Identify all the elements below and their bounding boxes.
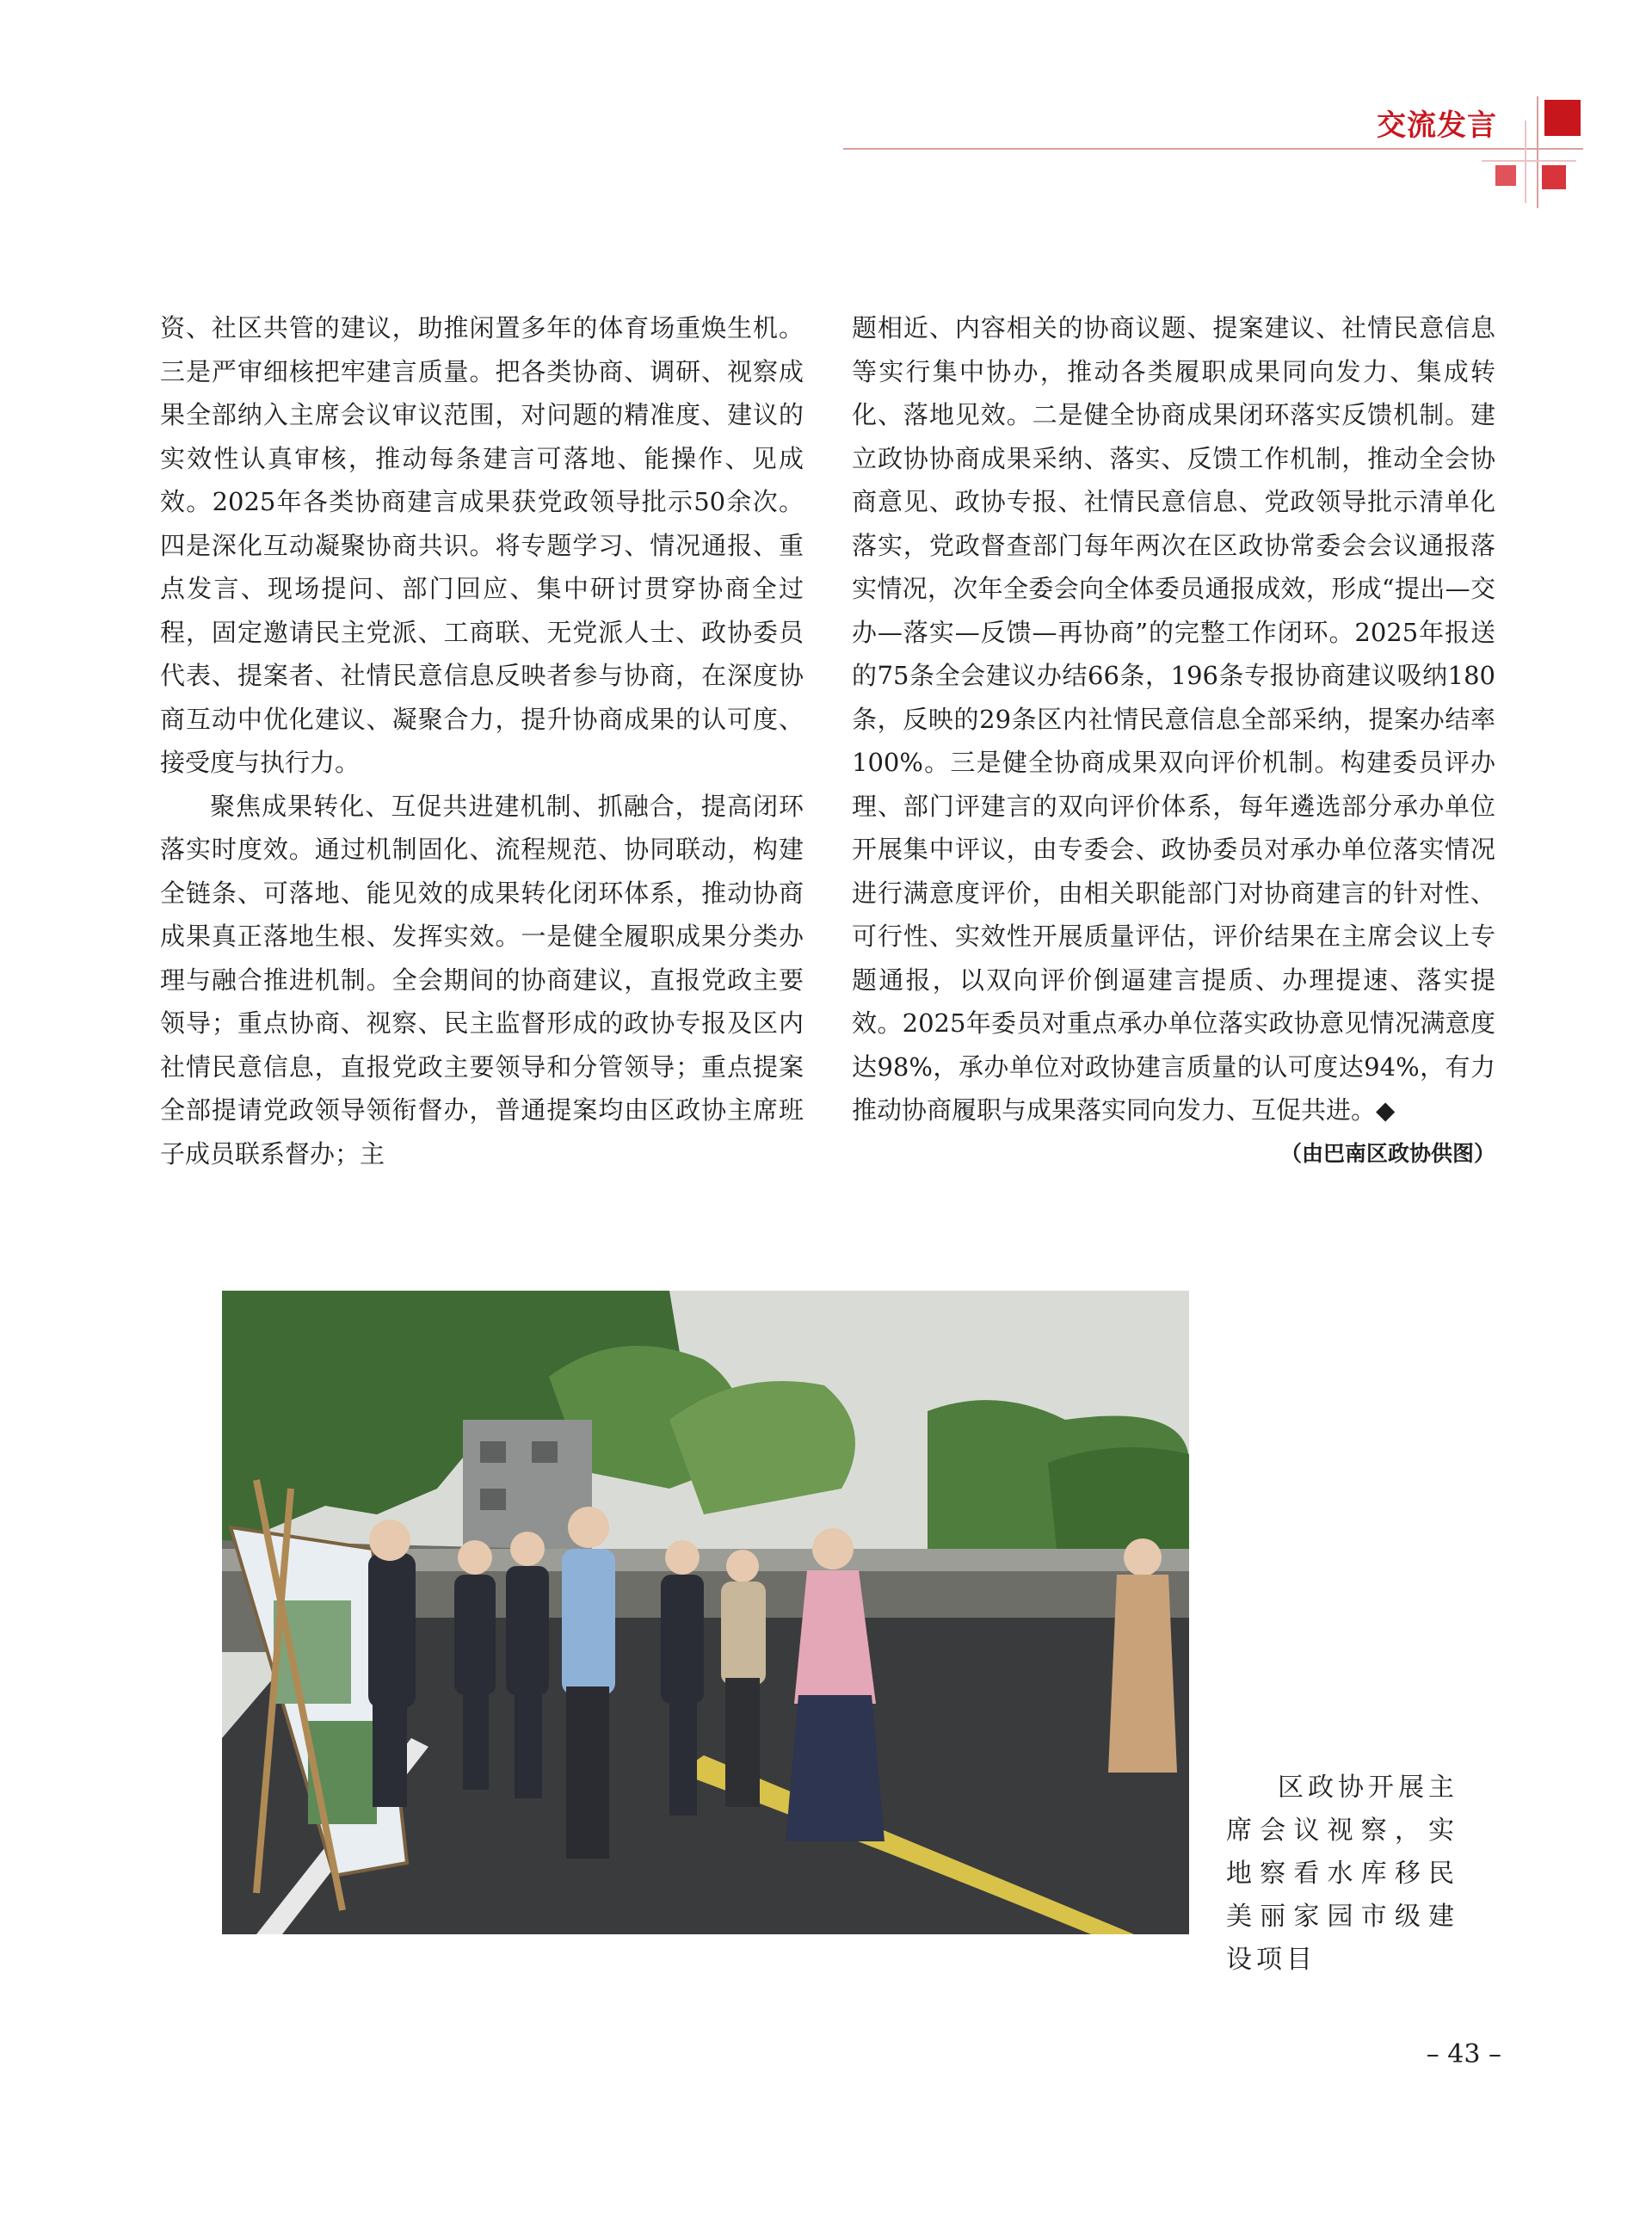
photo-caption bbox=[1226, 1767, 1458, 1982]
inspection-photo bbox=[222, 1291, 1189, 1934]
photo-credit: （由巴南区政协供图） bbox=[1279, 1140, 1495, 1166]
paragraph bbox=[852, 306, 1495, 1166]
caption-text: 区政协开展主席会议视察，实地察看水库移民美丽家园市级建设项目 bbox=[1226, 1773, 1458, 1975]
red-square-decoration bbox=[1544, 100, 1581, 136]
paragraph-text: 题相近、内容相关的协商议题、提案建议、社情民意信息等实行集中协办，推动各类履职成果同向发力、集成转化、落地见效。二是健全协商成果闭环落实反馈机制。建立政协协商成果采纳、落实、反馈工作机制，推动全会协商意见、政协专报、社情民意信息、党政领导批示清单化落实，党政督查部门每年两次在区政协常委会会议通报落实情况，次年全委会向全体委员通报成效，形成“提出—交办—落实—反馈—再协商”的完整工作闭环。2025年报送的75条全会建议办结66条，196条专报协商建议吸纳180条，反映的29条区内社情民意信息全部采纳，提案办结率100%。三是健全协商成果双向评价机制。构建委员评办理、部门评建言的双向评价体系，每年遴选部分承办单位开展集中评议，由专委会、政协委员对承办单位落实情况进行满意度评价，由相关职能部门对协商建言的针对性、可行性、实效性开展质量评估，评价结果在主席会议上专题通报，以双向评价倒逼建言提质、办理提速、落实提效。2025年委员对重点承办单位落实政协意见情况满意度达98%，承办单位对政协建言质量的认可度达94%，有力推动协商履职与成果落实同向发力、互促共进。◆ bbox=[852, 313, 1495, 1125]
small-square-decoration bbox=[1495, 165, 1516, 186]
header-rule-2 bbox=[1482, 160, 1576, 162]
header-rule bbox=[843, 148, 1583, 150]
page-number: – 43 – bbox=[1426, 2039, 1501, 2069]
right-column bbox=[852, 306, 1495, 1175]
section-title: 交流发言 bbox=[1377, 108, 1497, 143]
header-vertical-rule bbox=[1537, 96, 1538, 208]
header-vertical-rule-2 bbox=[1525, 120, 1526, 203]
paragraph: 资、社区共管的建议，助推闲置多年的体育场重焕生机。三是严审细核把牢建言质量。把各类协商、调研、视察成果全部纳入主席会议审议范围，对问题的精准度、建议的实效性认真审核，推动每条建言可落地、能操作、见成效。2025年各类协商建言成果获党政领导批示50余次。四是深化互动凝聚协商共识。将专题学习、情况通报、重点发言、现场提问、部门回应、集中研讨贯穿协商全过程，固定邀请民主党派、工商联、无党派人士、政协委员代表、提案者、社情民意信息反映者参与协商，在深度协商互动中优化建议、凝聚合力，提升协商成果的认可度、接受度与执行力。 bbox=[160, 313, 804, 777]
photo-illustration bbox=[222, 1291, 1189, 1934]
paragraph: 聚焦成果转化、互促共进建机制、抓融合，提高闭环落实时度效。通过机制固化、流程规范、协同联动，构建全链条、可落地、能见效的成果转化闭环体系，推动协商成果真正落地生根、发挥实效。一是健全履职成果分类办理与融合推进机制。全会期间的协商建议，直报党政主要领导；重点协商、视察、民主监督形成的政协专报及区内社情民意信息，直报党政主要领导和分管领导；重点提案全部提请党政领导领衔督办，普通提案均由区政协主席班子成员联系督办；主 bbox=[160, 791, 804, 1168]
small-square-decoration bbox=[1542, 165, 1566, 189]
left-column bbox=[160, 306, 804, 1175]
